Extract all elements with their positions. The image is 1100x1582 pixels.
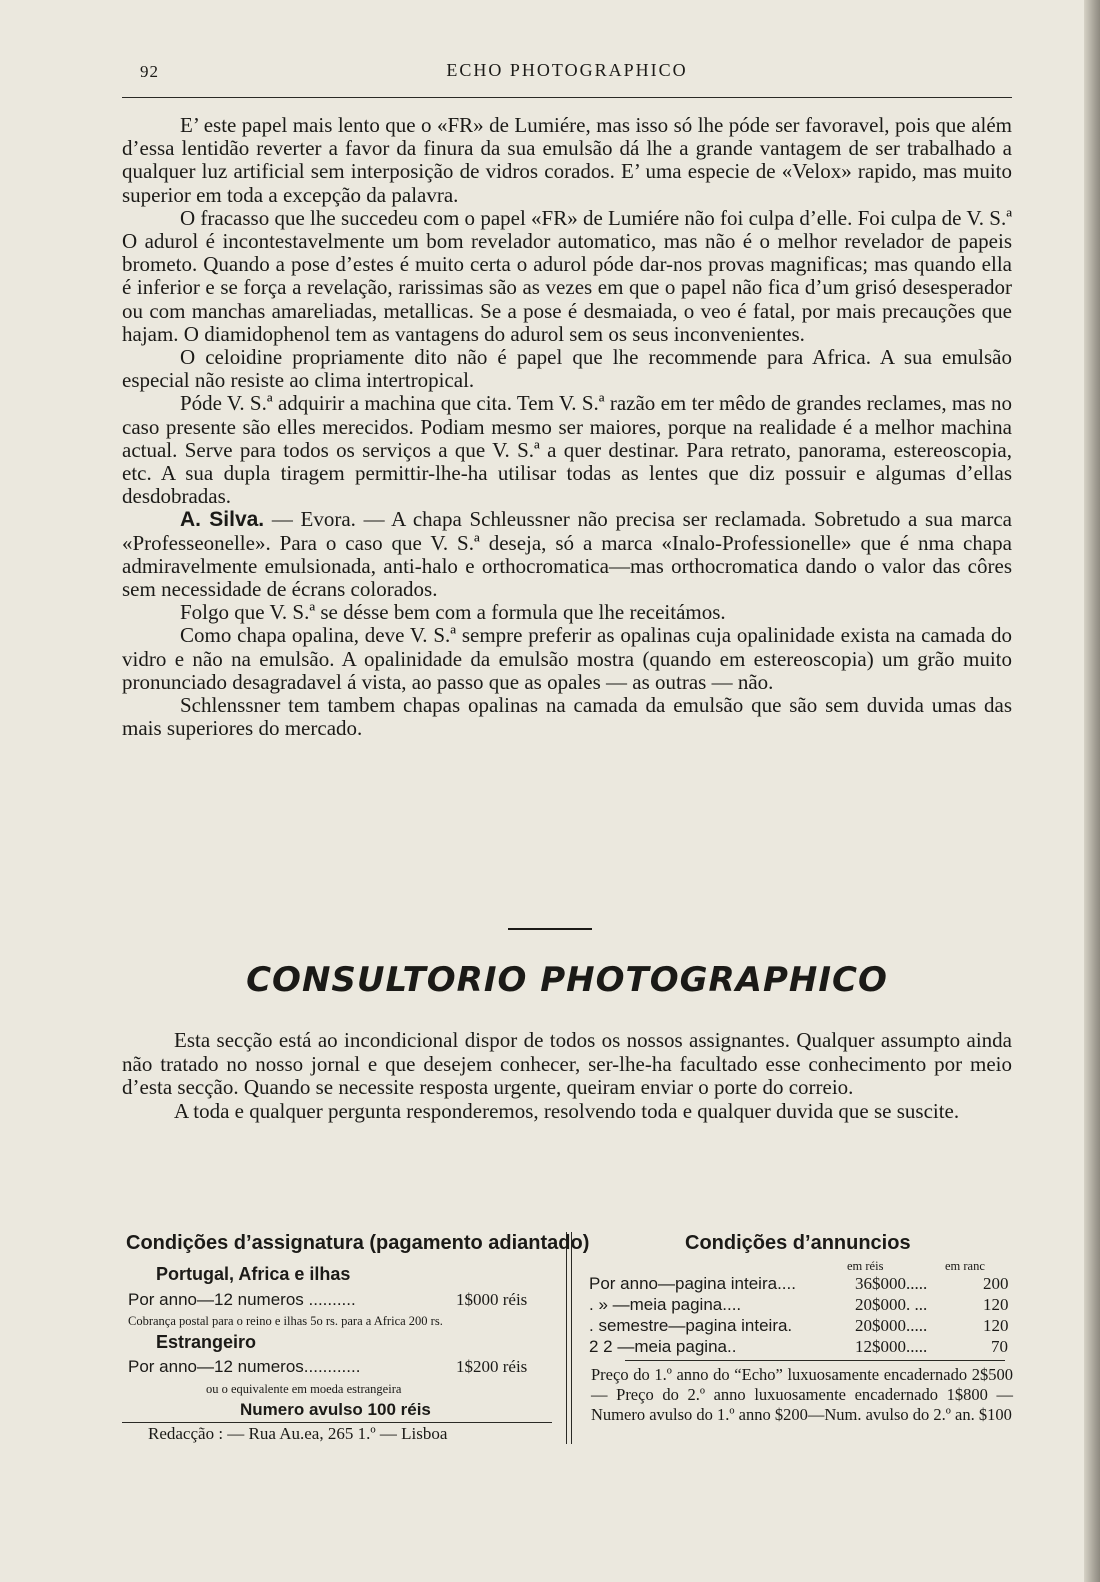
single-issue-price: Numero avulso 100 réis: [240, 1400, 431, 1419]
section-intro: [122, 1029, 1012, 1123]
ad-row-label: 2 2 —meia pagina..: [589, 1337, 737, 1356]
col-header-francs: em ranc: [945, 1259, 985, 1273]
reply-paragraph: [122, 508, 1012, 601]
answer-paragraph: Póde V. S.ª adquirir a machina que cita. Tem V. S.ª razão em ter mêdo de grandes reclames, mas no caso presente são elles merecidos. Podiam mesmo ser maiores, porque na realidade é a melhor machina actual. Serve para todos os serviços a que V. S.ª a quer destinar. Para retrato, panorama, estereoscopia, etc. A sua dupla tiragem permittir-lhe-ha utilisar todas as lentes que diz possuir e algumas d’ellas desdobradas.: [122, 391, 1012, 509]
answer-paragraph: Como chapa opalina, deve V. S.ª sempre preferir as opalinas cuja opalinidade exista na camada do vidro e não na emulsão. A opalinidade da emulsão mostra (quando em estereoscopia) um grão muito pronunciado desagradavel á vista, ao passo que as opales — as outras — não.: [122, 623, 1012, 694]
page-gutter-shadow: [1084, 0, 1100, 1582]
ad-row-francs: 120: [983, 1316, 1009, 1335]
answers-column: [122, 114, 1012, 740]
subscription-row-price: 1$200 réis: [456, 1357, 528, 1376]
answer-paragraph: O celoidine propriamente dito não é papel que lhe recommende para Africa. A sua emulsão especial não resiste ao clima intertropical.: [122, 345, 1012, 393]
header-rule: [122, 97, 1012, 98]
reply-text: A chapa Schleussner não precisa ser reclamada. Sobretudo a sua marca «Professeonelle». Para o caso que V. S.ª deseja, só a marca «Inalo-Professionelle» que é nma chapa admiravelmente emulsionada, anti-halo e orthocromatica—mas orthocromatica dando o valor das côres sem necessidade de écrans colorados.: [122, 507, 1012, 602]
answer-paragraph: Schlenssner tem tambem chapas opalinas na camada da emulsão que são sem duvida umas das mais superiores do mercado.: [122, 693, 1012, 741]
region-foreign: Estrangeiro: [156, 1332, 257, 1352]
ad-row-reis: 12$000.....: [855, 1337, 928, 1356]
answer-paragraph: Folgo que V. S.ª se désse bem com a formula que lhe receitámos.: [180, 600, 726, 625]
subscription-row-label: Por anno—12 numeros ..........: [128, 1290, 356, 1309]
subscription-title: Condições d’assignatura (pagamento adiantado): [126, 1232, 590, 1254]
postal-note: Cobrança postal para o reino e ilhas 5o rs. para a Africa 200 rs.: [128, 1314, 443, 1328]
ad-row-label: Por anno—pagina inteira....: [589, 1274, 796, 1293]
running-title: ECHO PHOTOGRAPHICO: [446, 60, 688, 80]
col-header-reis: em réis: [847, 1259, 884, 1273]
ad-row-reis: 20$000. ...: [855, 1295, 928, 1314]
bound-volume-note: Preço do 1.º anno do “Echo” luxuosamente encadernado 2$500 — Preço do 2.º anno luxuosamente encadernado 1$800 — Numero avulso do 1.º anno $200—Num. avulso do 2.º an. $100: [591, 1365, 1013, 1424]
page-header: [122, 56, 1012, 96]
box-divider-left: [566, 1232, 567, 1444]
ad-row-francs: 120: [983, 1295, 1009, 1314]
section-divider: [508, 928, 592, 930]
advertising-rule: [625, 1360, 1005, 1361]
ad-row-label: . » —meia pagina....: [589, 1295, 742, 1314]
ad-row-label: . semestre—pagina inteira.: [589, 1316, 793, 1335]
ad-row-francs: 200: [983, 1274, 1009, 1293]
address-rule: [122, 1422, 552, 1423]
box-divider-right: [571, 1232, 572, 1444]
intro-paragraph: A toda e qualquer pergunta responderemos, resolvendo toda e qualquer duvida que se suscite.: [174, 1098, 960, 1123]
foreign-note: ou o equivalente em moeda estrangeira: [206, 1382, 402, 1396]
page-number: 92: [140, 62, 159, 81]
section-heading: CONSULTORIO PHOTOGRAPHICO: [246, 960, 888, 1000]
subscription-row-label: Por anno—12 numeros............: [128, 1357, 361, 1376]
intro-paragraph: Esta secção está ao incondicional dispor de todos os nossos assignantes. Qualquer assumpto ainda não tratado no nosso jornal e que desejem conhecer, ser-lhe-ha facultado esse conhecimento por meio d’esta secção. Quando se necessite resposta urgente, queiram enviar o porte do correio.: [122, 1028, 1012, 1100]
ad-row-francs: 70: [991, 1337, 1008, 1356]
reply-place: — Evora. —: [271, 507, 385, 532]
editorial-address: Redacção : — Rua Au.ea, 265 1.º — Lisboa: [148, 1424, 448, 1443]
answer-paragraph: O fracasso que lhe succedeu com o papel «FR» de Lumiére não foi culpa d’elle. Foi culpa de V. S.ª O adurol é incontestavelmente um bom revelador automatico, mas não é o melhor revelador de papeis brometo. Quando a pose d’estes é muito certa o adurol póde dar-nos provas magnificas; mas quando ella é inferior e se força a revelação, rarissimas são as vezes em que o papel não fica d’um grisó desesperador ou com manchas amareliadas, metallicas. Se a pose é desmaiada, o veo é fatal, por mais precauções que hajam. O diamidophenol tem as vantagens do adurol sem os seus inconvenientes.: [122, 205, 1012, 346]
answer-paragraph: E’ este papel mais lento que o «FR» de Lumiére, mas isso só lhe póde ser favoravel, pois que além d’essa lentidão reverter a favor da finura da sua emulsão dá lhe a grande vantagem de ser trabalhado a qualquer luz artificial sem interposição de vidros corados. E’ uma especie de «Velox» rapido, mas muito superior em toda a excepção da palavra.: [122, 113, 1012, 207]
region-portugal: Portugal, Africa e ilhas: [156, 1264, 351, 1284]
ad-row-reis: 20$000.....: [855, 1316, 928, 1335]
ad-row-reis: 36$000.....: [855, 1274, 928, 1293]
advertising-title: Condições d’annuncios: [685, 1232, 911, 1254]
subscription-row-price: 1$000 réis: [456, 1290, 528, 1309]
reply-name: A. Silva.: [180, 508, 265, 532]
